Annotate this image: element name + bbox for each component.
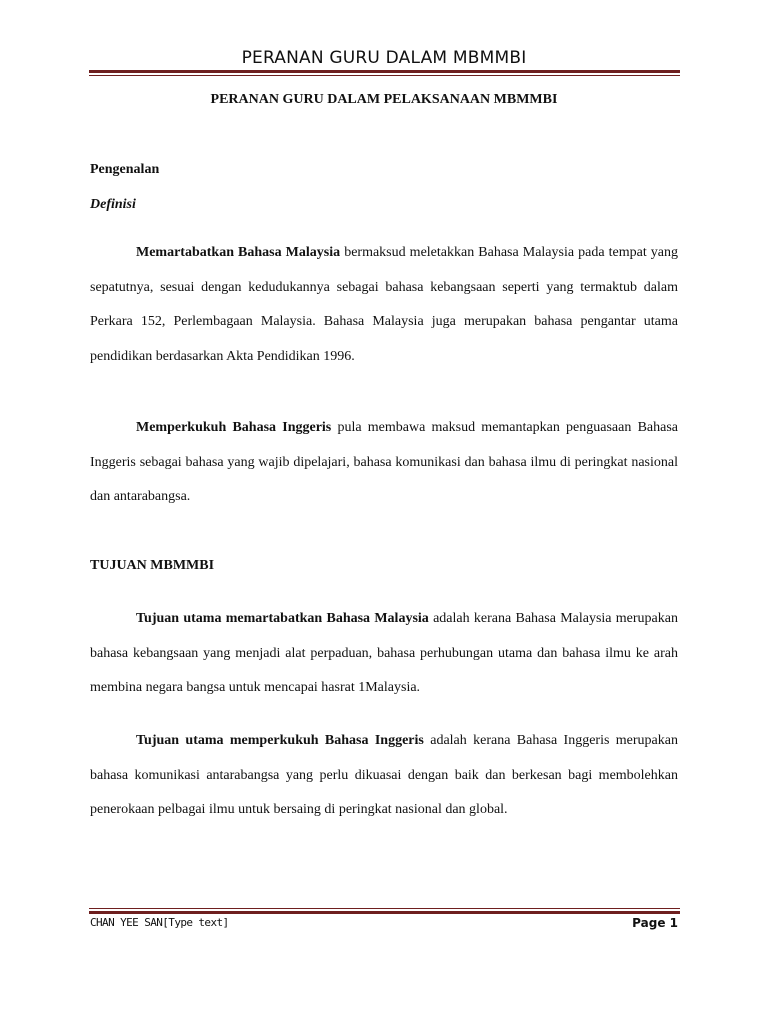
footer-author: CHAN YEE SAN[Type text] <box>90 916 229 929</box>
paragraph-body: pula membawa maksud memantapkan penguasaan Bahasa Inggeris sebagai bahasa yang wajib dipelajari, bahasa komunikasi dan bahasa ilmu di peringkat nasional dan antarabangsa. <box>90 420 678 504</box>
paragraph-definition-bi <box>90 411 678 515</box>
paragraph-body: bermaksud meletakkan Bahasa Malaysia pada tempat yang sepatutnya, sesuai dengan kedudukannya sebagai bahasa kebangsaan seperti yang termaktub dalam Perkara 152, Perlembagaan Malaysia. Bahasa Malaysia juga merupakan bahasa pengantar utama pendidikan berdasarkan Akta Pendidikan 1996. <box>90 245 678 364</box>
header-title: PERANAN GURU DALAM MBMMBI <box>241 48 527 68</box>
header-rule-thick <box>89 70 680 73</box>
paragraph-body: adalah kerana Bahasa Malaysia merupakan bahasa kebangsaan yang menjadi alat perpaduan, bahasa perhubungan utama dan bahasa ilmu ke arah membina negara bangsa untuk mencapai hasrat 1Malaysia. <box>90 611 678 695</box>
paragraph-body: adalah kerana Bahasa Inggeris merupakan bahasa komunikasi antarabangsa yang perlu dikuasai dengan baik dan berkesan bagi membolehkan penerokaan pelbagai ilmu untuk bersaing di peringkat nasional dan global. <box>90 733 678 817</box>
paragraph-purpose-bm <box>90 602 678 706</box>
footer-rule-thin <box>89 908 680 909</box>
footer-page-number: Page 1 <box>632 916 678 930</box>
header-rule-thin <box>89 75 680 76</box>
footer-rule-thick <box>89 911 680 914</box>
paragraph-lead-term: Memartabatkan Bahasa Malaysia <box>136 245 341 260</box>
paragraph-definition-bm <box>90 236 678 374</box>
section-heading-purpose: TUJUAN MBMMBI <box>90 558 215 573</box>
paragraph-lead-term: Tujuan utama memartabatkan Bahasa Malaysia <box>136 611 429 626</box>
subsection-heading-definition: Definisi <box>90 197 136 212</box>
document-title: PERANAN GURU DALAM PELAKSANAAN MBMMBI <box>210 92 558 107</box>
paragraph-lead-term: Tujuan utama memperkukuh Bahasa Inggeris <box>136 733 424 748</box>
paragraph-lead-term: Memperkukuh Bahasa Inggeris <box>136 420 332 435</box>
section-heading-intro: Pengenalan <box>90 162 160 177</box>
paragraph-purpose-bi <box>90 724 678 828</box>
